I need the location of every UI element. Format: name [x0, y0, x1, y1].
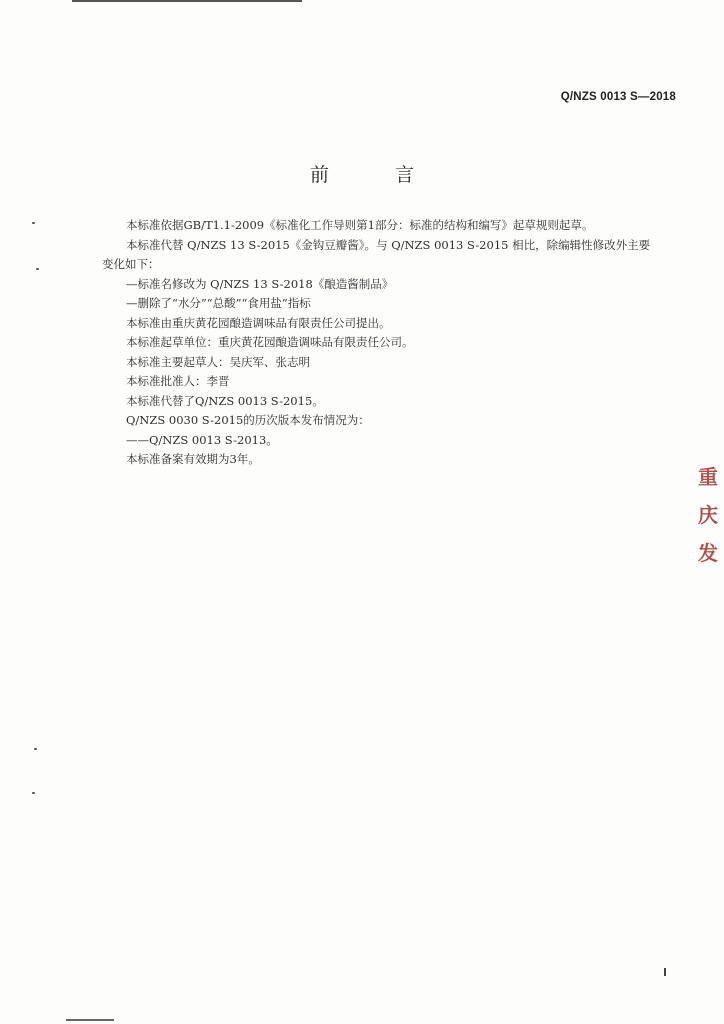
version-history-item: ——Q/NZS 0013 S-2013。	[126, 432, 278, 447]
bottom-rule	[66, 1019, 114, 1021]
paragraph-replaced-standard: 本标准代替了Q/NZS 0013 S-2015。	[126, 393, 324, 408]
page-title: 前 言	[309, 164, 445, 186]
change-item-removed-indicators: —删除了“水分”“总酸”“食用盐”指标	[126, 296, 311, 310]
scan-speck	[32, 792, 35, 794]
scan-speck	[34, 748, 37, 750]
seal-char-3: 发	[698, 541, 718, 565]
scan-speck	[36, 268, 39, 270]
paragraph-version-history: Q/NZS 0030 S-2015的历次版本发布情况为：	[126, 413, 370, 427]
document-code: Q/NZS 0013 S—2018	[560, 91, 676, 103]
scan-speck	[32, 222, 35, 224]
page-number-mark	[664, 968, 666, 976]
foreword-body	[102, 216, 682, 470]
paragraph-replaces-intro: 本标准代替 Q/NZS 13 S-2015《金钩豆瓣酱》。与 Q/NZS 0013 S-2015 相比，除编辑性修改外主要	[126, 237, 651, 252]
paragraph-main-drafters: 本标准主要起草人：吴庆军、张志明	[126, 354, 310, 369]
paragraph-replaces-continuation: 变化如下：	[102, 257, 160, 271]
paragraph-drafting-unit: 本标准起草单位：重庆黄花园酿造调味品有限责任公司。	[126, 335, 414, 349]
company-seal	[698, 458, 720, 572]
top-rule	[72, 0, 302, 2]
paragraph-proposer: 本标准由重庆黄花园酿造调味品有限责任公司提出。	[126, 315, 391, 330]
paragraph-approver: 本标准批准人：李晋	[126, 374, 230, 388]
change-item-name: —标准名修改为 Q/NZS 13 S-2018《酿造酱制品》	[126, 276, 394, 291]
seal-char-1: 重	[698, 465, 718, 489]
paragraph-validity: 本标准备案有效期为3年。	[126, 452, 260, 466]
paragraph-drafting-basis: 本标准依据GB/T1.1-2009《标准化工作导则第1部分：标准的结构和编写》起草规则起草。	[126, 218, 594, 232]
seal-char-2: 庆	[698, 503, 718, 527]
